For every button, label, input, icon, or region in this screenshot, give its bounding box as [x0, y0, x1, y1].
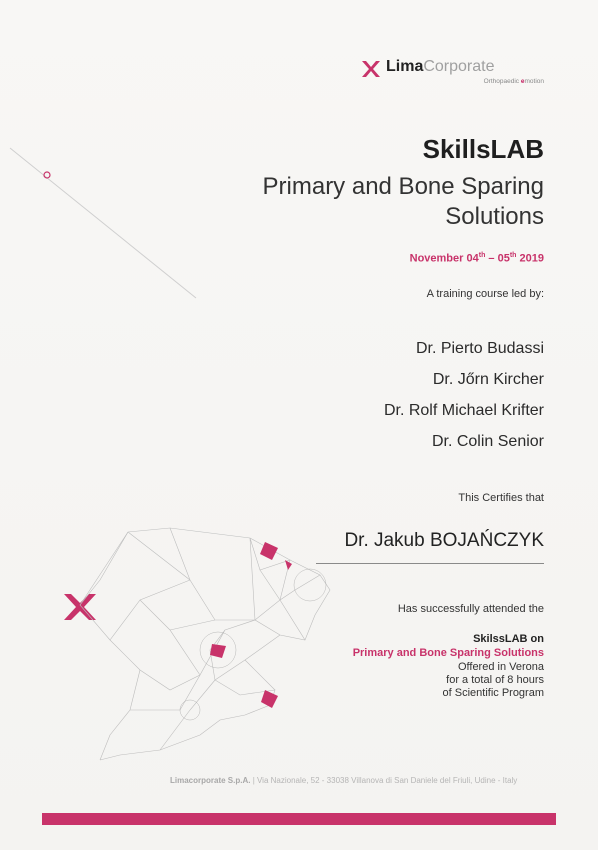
certifies-label: This Certifies that	[458, 492, 544, 504]
decorative-circle	[44, 172, 50, 178]
doctor-name: Dr. Pierto Budassi	[415, 340, 544, 357]
course-program: of Scientific Program	[442, 687, 544, 699]
company-footer: Limacorporate S.p.A. | Via Nazionale, 52 - 33038 Villanova di San Daniele del Friuli, Udine - Italy	[170, 776, 518, 785]
lima-x-icon	[360, 58, 382, 80]
course-name-line1: SkilssLAB on	[473, 633, 544, 645]
course-date: November 04th – 05th 2019	[409, 252, 544, 265]
doctor-name: Dr. Jőrn Kircher	[432, 371, 544, 388]
course-hours: for a total of 8 hours	[446, 674, 544, 686]
doctor-name: Dr. Colin Senior	[431, 433, 544, 450]
name-underline	[316, 563, 544, 564]
doctor-name: Dr. Rolf Michael Krifter	[383, 402, 544, 419]
logo-wordmark: LimaCorporate	[386, 58, 495, 75]
led-by-label: A training course led by:	[426, 288, 544, 300]
wireframe-runner-illustration	[40, 520, 340, 770]
page-title: SkillsLAB	[422, 134, 544, 164]
logo-tagline: Orthopaedic emotion	[483, 78, 544, 85]
course-name-line2: Primary and Bone Sparing Solutions	[352, 647, 544, 659]
lima-corporate-logo	[354, 58, 544, 92]
course-location: Offered in Verona	[457, 661, 544, 673]
accent-bar	[42, 813, 556, 825]
attended-label: Has successfully attended the	[397, 603, 544, 615]
recipient-name: Dr. Jakub BOJAŃCZYK	[344, 530, 544, 551]
course-subtitle: Primary and Bone Sparing Solutions	[262, 173, 544, 230]
